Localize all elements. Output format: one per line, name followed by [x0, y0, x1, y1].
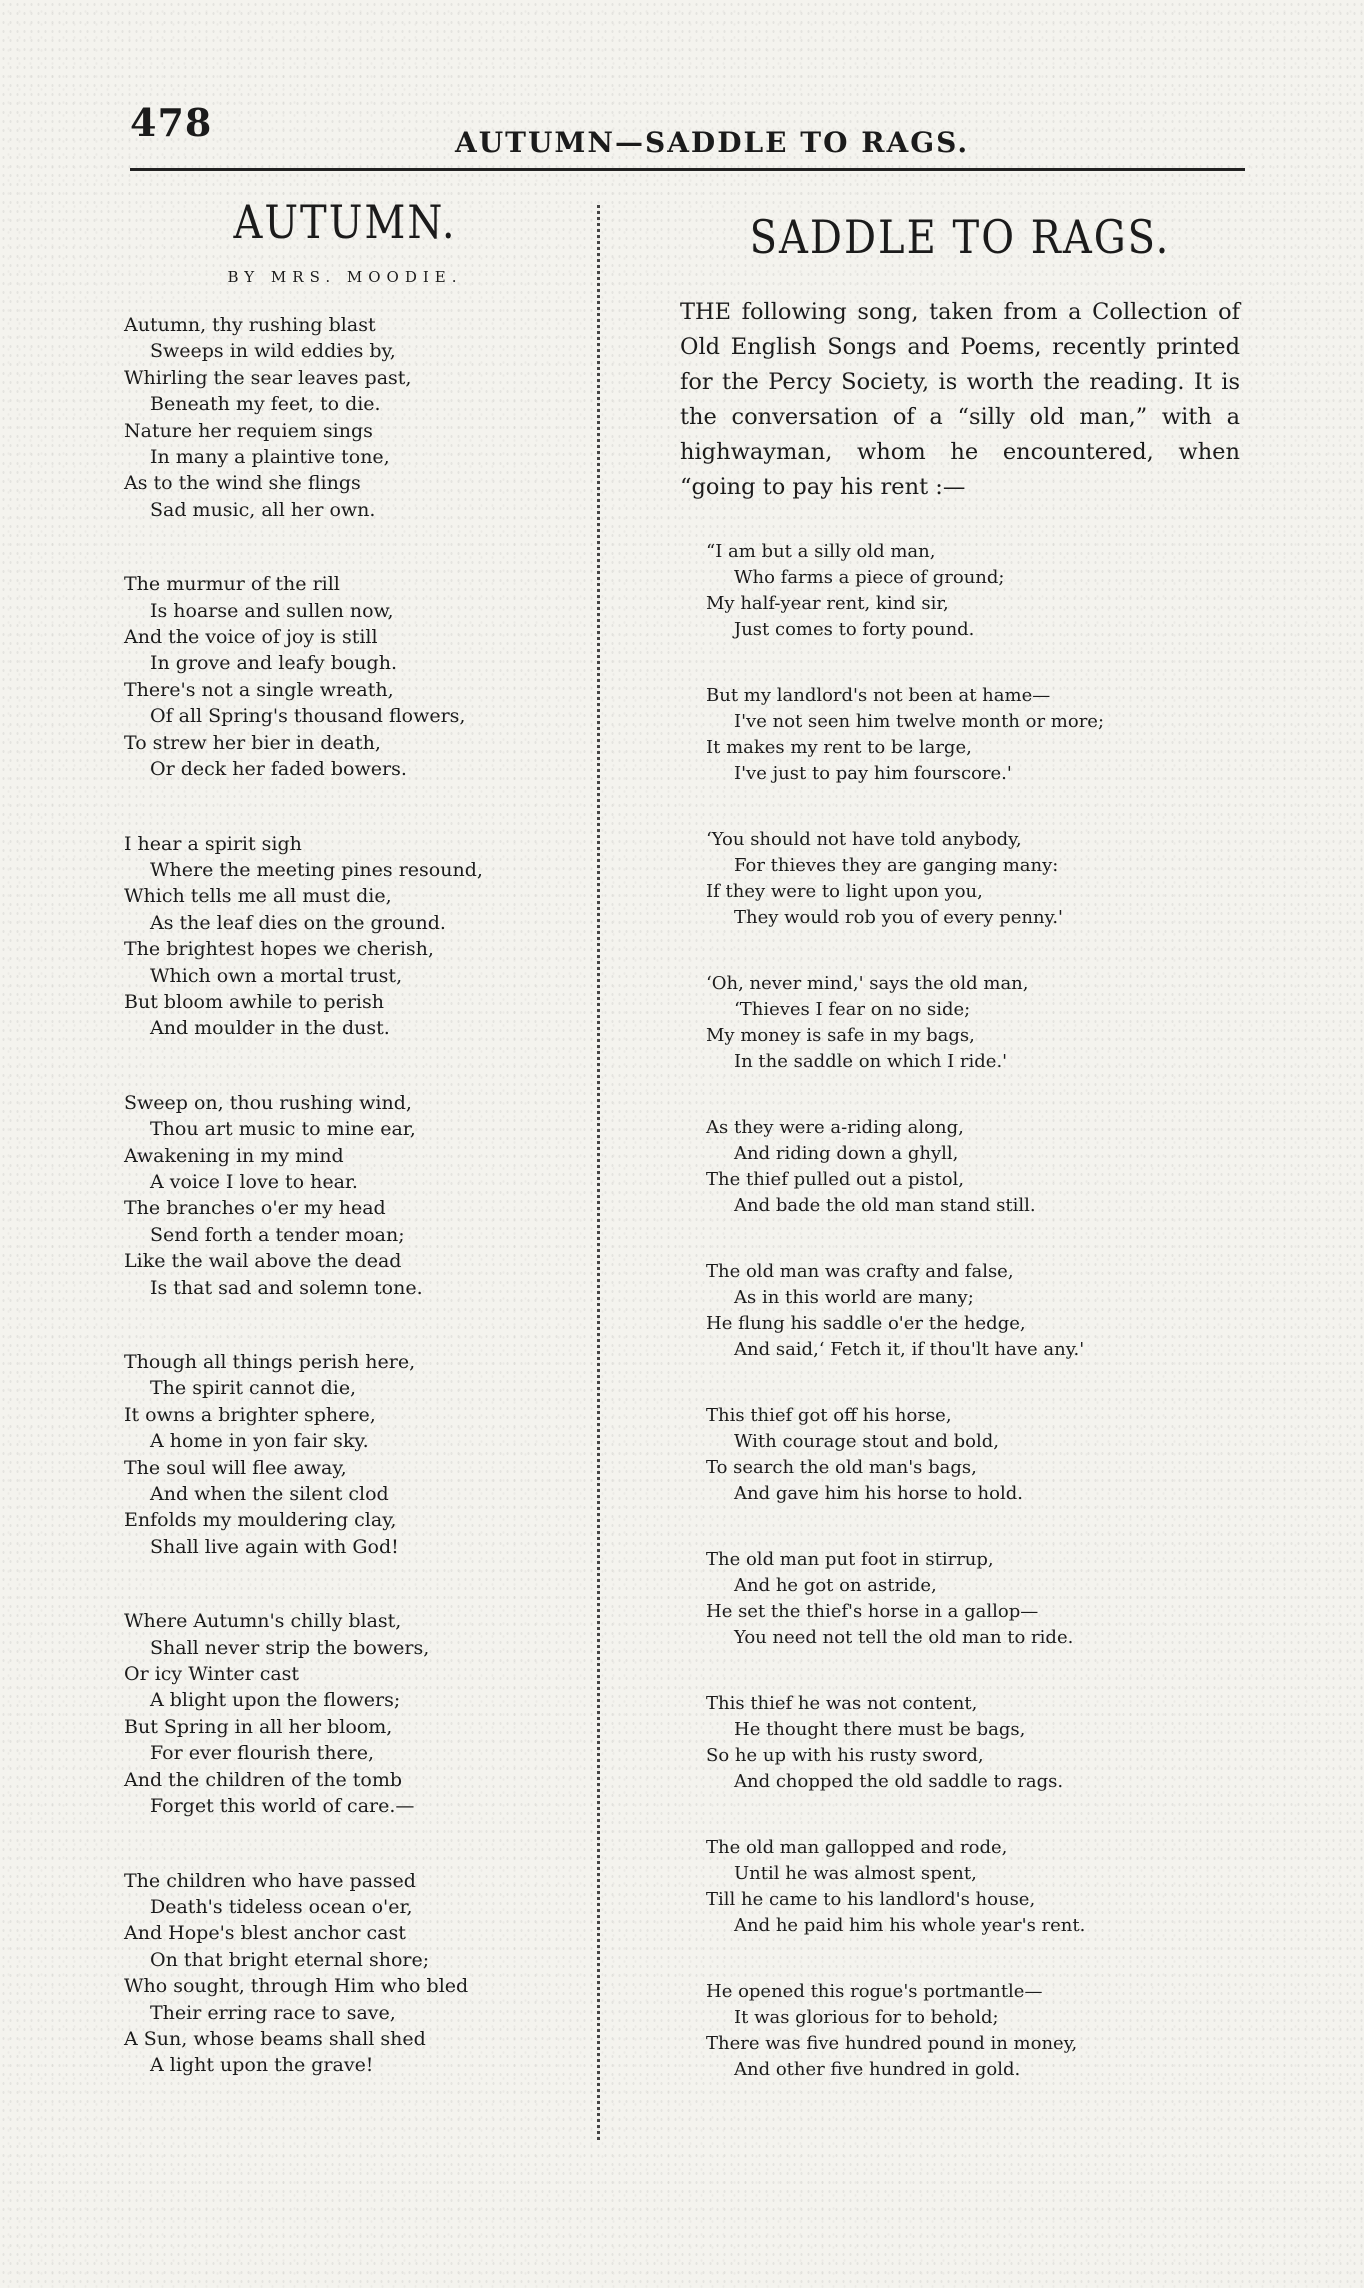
verse-line: Sweeps in wild eddies by,: [150, 340, 396, 363]
stanza: [680, 1691, 1240, 1795]
header-rule: [130, 168, 1245, 171]
verse-line: It owns a brighter sphere,: [124, 1403, 376, 1426]
verse-line: And moulder in the dust.: [150, 1017, 390, 1040]
verse-line: There was five hundred pound in money,: [706, 2033, 1078, 2054]
verse-line: Like the wail above the dead: [124, 1250, 402, 1273]
column-divider: [597, 205, 600, 2140]
verse-line: And when the silent clod: [150, 1483, 389, 1506]
verse-line: Which tells me all must die,: [124, 885, 392, 908]
saddle-stanzas: [680, 539, 1240, 2083]
verse-line: And the children of the tomb: [124, 1768, 403, 1791]
verse-line: The spirit cannot die,: [150, 1377, 357, 1400]
saddle-intro: THE following song, taken from a Collection of Old English Songs and Poems, recently printed for the Percy Society, is worth the reading. It is the conversation of a “silly old man,” with a highwayman, whom he encountered, when “going to pay his rent :—: [680, 299, 1240, 500]
stanza: [680, 1115, 1240, 1219]
verse-line: The old man gallopped and rode,: [706, 1837, 1008, 1858]
verse-line: Though all things perish here,: [124, 1351, 416, 1373]
verse-line: The soul will flee away,: [124, 1456, 347, 1479]
verse-line: As to the wind she flings: [124, 472, 361, 495]
verse-line: As they were a-riding along,: [706, 1117, 964, 1138]
verse-line: And said,‘ Fetch it, if thou'lt have any.': [734, 1339, 1085, 1360]
verse-line: Of all Spring's thousand flowers,: [150, 705, 466, 728]
verse-line: He opened this rogue's portmantle—: [706, 1981, 1043, 2002]
verse-line: The brightest hopes we cherish,: [124, 938, 434, 961]
verse-line: It makes my rent to be large,: [706, 737, 972, 758]
verse-line: But my landlord's not been at hame—: [706, 685, 1051, 706]
verse-line: Awakening in my mind: [124, 1144, 344, 1167]
verse-line: I've not seen him twelve month or more;: [734, 711, 1105, 732]
verse-line: In many a plaintive tone,: [150, 446, 390, 469]
stanza: [680, 827, 1240, 931]
verse-line: And the voice of joy is still: [124, 626, 378, 649]
verse-line: And riding down a ghyll,: [734, 1143, 959, 1164]
verse-line: The murmur of the rill: [124, 573, 340, 596]
verse-line: Shall live again with God!: [150, 1535, 399, 1558]
verse-line: Autumn, thy rushing blast: [124, 314, 376, 336]
verse-line: And he paid him his whole year's rent.: [734, 1915, 1086, 1936]
verse-line: They would rob you of every penny.': [734, 907, 1063, 928]
verse-line: I've just to pay him fourscore.': [734, 763, 1012, 784]
verse-line: And other five hundred in gold.: [734, 2059, 1021, 2080]
stanza: [110, 1090, 580, 1301]
verse-line: And chopped the old saddle to rags.: [734, 1771, 1064, 1792]
verse-line: On that bright eternal shore;: [150, 1948, 430, 1971]
verse-line: But bloom awhile to perish: [124, 990, 384, 1013]
verse-line: And he got on astride,: [734, 1575, 937, 1596]
autumn-stanzas: [110, 312, 580, 2079]
verse-line: ‘Thieves I fear on no side;: [734, 999, 971, 1020]
verse-line: So he up with his rusty sword,: [706, 1745, 984, 1766]
verse-line: A voice I love to hear.: [150, 1170, 358, 1193]
stanza: [110, 1608, 580, 1819]
autumn-title: AUTUMN.: [233, 196, 457, 250]
verse-line: The old man was crafty and false,: [706, 1261, 1014, 1282]
stanza: [680, 1979, 1240, 2083]
verse-line: He set the thief's horse in a gallop—: [706, 1601, 1039, 1622]
verse-line: Beneath my feet, to die.: [150, 393, 381, 416]
verse-line: A blight upon the flowers;: [150, 1689, 401, 1712]
verse-line: For ever flourish there,: [150, 1742, 375, 1765]
verse-line: Sweep on, thou rushing wind,: [124, 1091, 412, 1114]
verse-line: If they were to light upon you,: [706, 881, 983, 902]
verse-line: To search the old man's bags,: [706, 1457, 977, 1478]
verse-line: ‘Oh, never mind,' says the old man,: [706, 973, 1029, 994]
verse-line: Who farms a piece of ground;: [734, 567, 1005, 588]
stanza: [680, 683, 1240, 787]
verse-line: Where the meeting pines resound,: [150, 858, 483, 881]
verse-line: Who sought, through Him who bled: [124, 1975, 469, 1998]
verse-line: Or deck her faded bowers.: [150, 758, 407, 781]
verse-line: But Spring in all her bloom,: [124, 1715, 393, 1738]
verse-line: Till he came to his landlord's house,: [706, 1889, 1036, 1910]
verse-line: As the leaf dies on the ground.: [150, 911, 446, 934]
verse-line: “I am but a silly old man,: [706, 541, 936, 562]
verse-line: Which own a mortal trust,: [150, 964, 403, 987]
verse-line: The children who have passed: [124, 1869, 416, 1892]
verse-line: Shall never strip the bowers,: [150, 1636, 430, 1659]
verse-line: The thief pulled out a pistol,: [706, 1169, 965, 1190]
verse-line: ‘You should not have told anybody,: [706, 829, 1022, 850]
verse-line: Just comes to forty pound.: [734, 619, 975, 640]
verse-line: This thief got off his horse,: [706, 1405, 952, 1426]
verse-line: A Sun, whose beams shall shed: [124, 2027, 426, 2050]
verse-line: The old man put foot in stirrup,: [706, 1549, 994, 1570]
verse-line: Is hoarse and sullen now,: [150, 599, 394, 622]
verse-line: Whirling the sear leaves past,: [124, 366, 412, 389]
verse-line: A light upon the grave!: [150, 2054, 374, 2077]
verse-line: I hear a spirit sigh: [124, 832, 302, 855]
saddle-title: SADDLE TO RAGS.: [749, 211, 1171, 265]
stanza: [680, 1835, 1240, 1939]
verse-line: You need not tell the old man to ride.: [734, 1627, 1074, 1648]
verse-line: With courage stout and bold,: [734, 1431, 1000, 1452]
verse-line: And Hope's blest anchor cast: [124, 1922, 406, 1945]
verse-line: My money is safe in my bags,: [706, 1025, 975, 1046]
verse-line: Send forth a tender moan;: [150, 1223, 405, 1246]
verse-line: He thought there must be bags,: [734, 1719, 1026, 1740]
verse-line: Where Autumn's chilly blast,: [124, 1610, 402, 1633]
verse-line: Is that sad and solemn tone.: [150, 1276, 423, 1299]
stanza: [110, 571, 580, 782]
verse-line: This thief he was not content,: [706, 1693, 978, 1714]
stanza: [680, 971, 1240, 1075]
verse-line: It was glorious for to behold;: [734, 2007, 999, 2028]
autumn-poem-column: [110, 196, 580, 2127]
verse-line: To strew her bier in death,: [124, 731, 381, 754]
verse-line: Death's tideless ocean o'er,: [150, 1895, 413, 1918]
verse-line: The branches o'er my head: [124, 1197, 386, 1220]
verse-line: Until he was almost spent,: [734, 1863, 977, 1884]
verse-line: Forget this world of care.—: [150, 1795, 415, 1818]
verse-line: As in this world are many;: [734, 1287, 974, 1308]
verse-line: Thou art music to mine ear,: [150, 1118, 416, 1141]
autumn-byline: BY MRS. MOODIE.: [227, 268, 463, 286]
verse-line: Their erring race to save,: [150, 2001, 396, 2024]
running-title: AUTUMN—SADDLE TO RAGS.: [455, 126, 970, 159]
verse-line: In the saddle on which I ride.': [734, 1051, 1008, 1072]
stanza: [680, 539, 1240, 643]
stanza: [110, 312, 580, 523]
verse-line: Or icy Winter cast: [124, 1663, 300, 1686]
verse-line: He flung his saddle o'er the hedge,: [706, 1313, 1026, 1334]
verse-line: Nature her requiem sings: [124, 419, 373, 442]
verse-line: There's not a single wreath,: [124, 678, 394, 701]
verse-line: And gave him his horse to hold.: [734, 1483, 1023, 1504]
verse-line: For thieves they are ganging many:: [734, 855, 1059, 876]
verse-line: My half-year rent, kind sir,: [706, 593, 949, 614]
page-number: 478: [130, 100, 213, 145]
stanza: [680, 1403, 1240, 1507]
verse-line: In grove and leafy bough.: [150, 652, 397, 675]
stanza: [680, 1547, 1240, 1651]
verse-line: A home in yon fair sky.: [150, 1430, 369, 1453]
stanza: [680, 1259, 1240, 1363]
stanza: [110, 1868, 580, 2079]
verse-line: Sad music, all her own.: [150, 498, 376, 521]
stanza: [110, 1349, 580, 1560]
verse-line: Enfolds my mouldering clay,: [124, 1509, 397, 1532]
stanza: [110, 831, 580, 1042]
verse-line: And bade the old man stand still.: [734, 1195, 1036, 1216]
saddle-song-column: [680, 211, 1240, 2123]
